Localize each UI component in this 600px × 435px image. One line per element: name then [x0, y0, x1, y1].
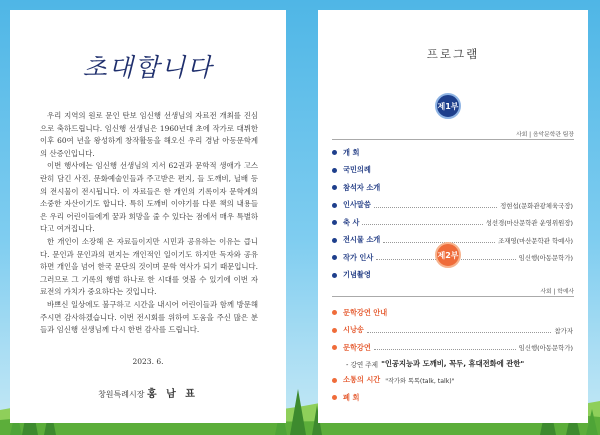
letter-paragraph: 바쁘신 일상에도 불구하고 시간을 내시어 어린이들과 함께 방문해 주시면 감사하겠습니다. 이번 전시회를 위하여 도움을 주신 많은 분들과 임신행 선생님께 다시 한번 감사를 드립니다. — [40, 299, 258, 335]
item-label: 작가 인사 — [343, 252, 374, 262]
invitation-title: 초대합니다 — [82, 53, 214, 82]
item-label: 참석자 소개 — [343, 182, 381, 192]
letter-paragraph: 한 개인이 소장해 온 자료들이지만 시민과 공유하는 이유는 큽니다. 문인과 문인과의 편지는 개인적인 일이기도 하지만 독자와 공유하면 개인을 넘어 한국 문단의 것이며 문학 역사가 되기 때문입니다. 그러므로 그 기록의 행범 하나로 한 시대를 엿볼 수 있기에 이번 자료전의 가치가 중요하다는 것입니다. — [40, 236, 258, 297]
part2-badge: 제2부 — [435, 242, 461, 268]
part2-host: 사회 | 학예사 — [540, 289, 574, 295]
item-presenter: 조재영(마산문학관 학예사) — [498, 236, 573, 245]
item-label: 기념촬영 — [343, 270, 371, 280]
lecture-prefix: - 강연 주제 — [346, 361, 379, 369]
item-label: 문학강연 — [343, 342, 371, 352]
program-item — [332, 214, 573, 232]
bullet-icon — [332, 168, 337, 173]
bullet-icon — [332, 185, 337, 190]
bullet-icon — [332, 378, 337, 383]
item-presenter: 임신행(아동문학가) — [518, 344, 573, 353]
dot-leader — [367, 332, 552, 333]
signature-name: 홍 남 표 — [146, 389, 198, 400]
item-label: 폐 회 — [343, 392, 360, 402]
bullet-icon — [332, 220, 337, 225]
item-label: 개 회 — [343, 147, 360, 157]
bullet-icon — [332, 150, 337, 155]
bullet-icon — [332, 395, 337, 400]
bullet-icon — [332, 203, 337, 208]
bullet-icon — [332, 328, 337, 333]
item-label: 전시물 소개 — [343, 235, 381, 245]
program-item — [332, 304, 573, 322]
letter-date: 2023. 6. — [132, 357, 164, 366]
dot-leader — [383, 242, 495, 243]
program-item — [332, 162, 573, 180]
invitation-letter — [40, 110, 258, 337]
bullet-icon — [332, 345, 337, 350]
item-label: 국민의례 — [343, 165, 371, 175]
part1-host: 사회 | 음악문학관 팀장 — [516, 132, 574, 138]
letter-paragraph: 이번 행사에는 임신행 선생님의 지서 62권과 문학적 생애가 고스란히 담긴 사진, 문화예술인들과 주고받은 편지, 들 도깨비, 닐배 등의 전시물이 전시됩니다. 이 자료들은 한 개인의 기록이자 문학계의 소중한 자산이기도 합니다. 특히 도깨비 이야기를 다룬 책의 내용들은 우리 어린이들에게 꿈과 희망을 줄 수 있다는 점에서 매우 특별하다고 여겨집니다. — [40, 161, 258, 234]
program-item — [332, 339, 573, 357]
dot-leader — [362, 224, 482, 225]
invitation-page — [10, 10, 286, 423]
item-presenter: 임신행(아동문학가) — [518, 254, 573, 263]
part2-schedule — [332, 304, 573, 407]
program-item — [332, 372, 573, 390]
signature-org: 창원특례시장 — [98, 390, 145, 399]
dot-leader — [374, 349, 516, 350]
item-label: 문학강연 안내 — [343, 307, 388, 317]
program-item — [332, 389, 573, 407]
lecture-topic: "인공지능과 도깨비, 꼭두, 휴대전화에 관한" — [381, 359, 525, 368]
bullet-icon — [332, 273, 337, 278]
item-label: 소통의 시간 — [343, 375, 381, 385]
letter-paragraph: 우리 지역의 원로 문인 탄보 임신행 선생님의 자료전 개최를 진심으로 축하드립니다. 임신행 선생님은 1960년대 초에 작가로 대뷔한 이후 60여 년을 왕성하게 창작활동을 해오신 우리 경남 아동문학계의 산증인입니다. — [40, 111, 258, 158]
program-item — [332, 267, 573, 285]
item-label: 축 사 — [343, 217, 360, 227]
program-title: 프로그램 — [426, 47, 480, 61]
program-item — [332, 144, 573, 162]
item-presenter: 정현섭(문화관광체육국장) — [500, 201, 573, 210]
bullet-icon — [332, 238, 337, 243]
talk-note: "작가와 톡톡(talk, talk)" — [385, 377, 455, 385]
lecture-topic-line — [332, 357, 573, 372]
bullet-icon — [332, 310, 337, 315]
item-label: 시낭송 — [343, 325, 364, 335]
signature — [10, 385, 286, 400]
bullet-icon — [332, 255, 337, 260]
item-presenter: 참가자 — [554, 326, 573, 335]
program-item — [332, 197, 573, 215]
item-presenter: 성선경(마산문학관 운영위원장) — [485, 219, 573, 228]
dot-leader — [374, 207, 497, 208]
item-label: 인사말씀 — [343, 200, 371, 210]
part2-divider — [332, 296, 574, 297]
program-item — [332, 322, 573, 340]
part1-badge: 제1부 — [435, 93, 461, 119]
program-page — [318, 10, 588, 423]
program-item — [332, 179, 573, 197]
part1-divider — [332, 139, 574, 140]
